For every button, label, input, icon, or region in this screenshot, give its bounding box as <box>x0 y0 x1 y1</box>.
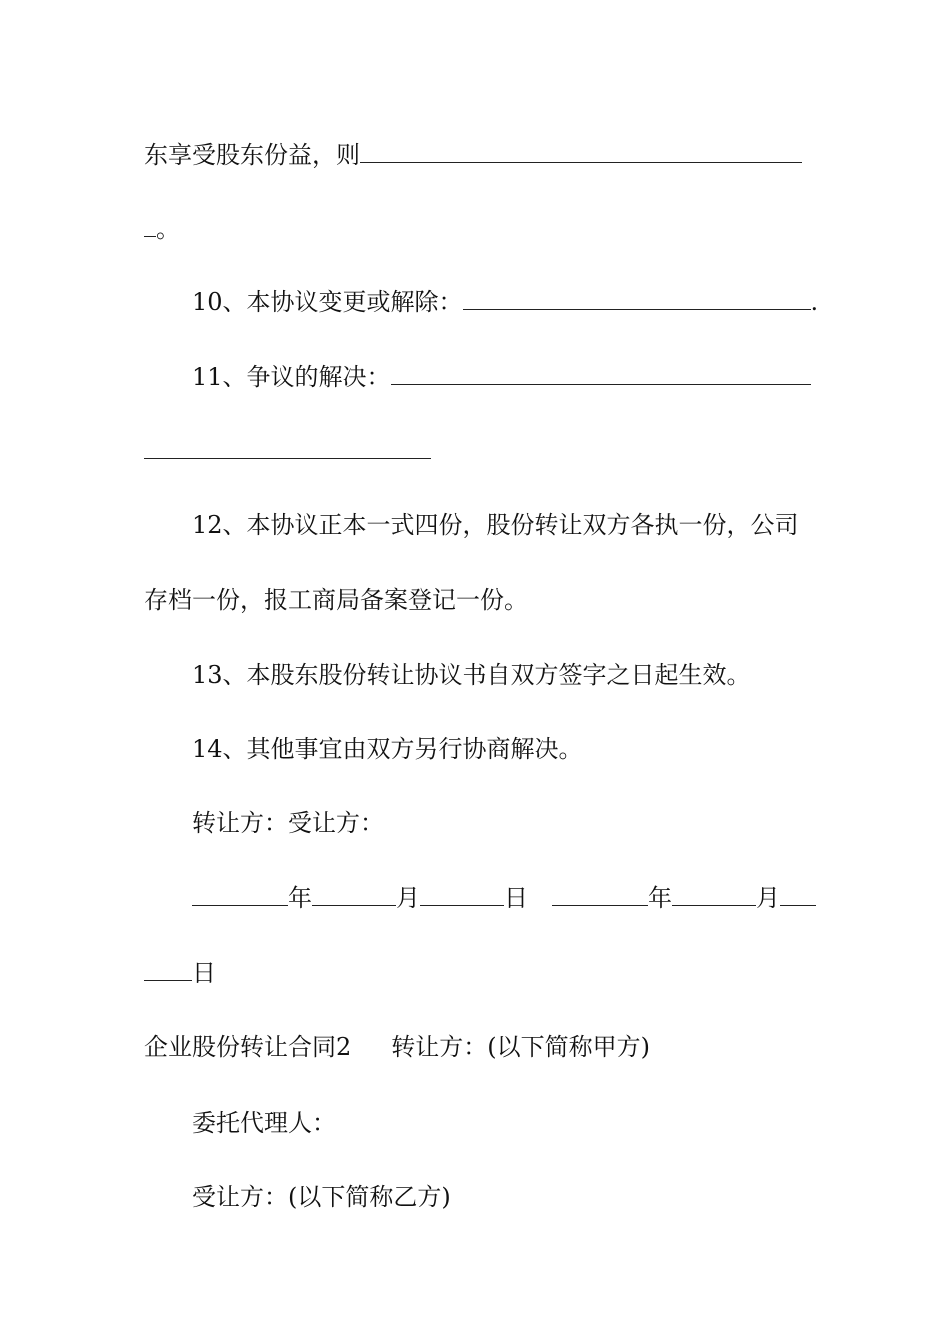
clause-9-continuation: 东享受股东份益，则 <box>144 141 360 169</box>
contract-title-line <box>144 1032 650 1062</box>
blank-month <box>312 887 396 906</box>
text-line-2 <box>144 214 180 244</box>
blank-field <box>463 291 811 310</box>
blank-field <box>144 218 156 237</box>
date-line <box>192 883 816 913</box>
text-line-7 <box>144 585 528 615</box>
agent-label: 委托代理人： <box>192 1109 336 1137</box>
day-label: 日 <box>192 959 216 987</box>
text-line-15 <box>192 1182 451 1212</box>
blank-year <box>552 887 648 906</box>
year-label: 年 <box>648 884 672 912</box>
text-line-8 <box>192 660 751 690</box>
blank-day <box>144 962 192 981</box>
clause-12-continuation: 存档一份，报工商局备案登记一份。 <box>144 586 528 614</box>
transferee-party: 受让方：(以下简称乙方) <box>192 1183 451 1211</box>
blank-month <box>672 887 756 906</box>
text-line-9 <box>192 734 583 764</box>
clause-10-end: . <box>810 288 819 316</box>
month-label: 月 <box>396 884 420 912</box>
signature-parties: 转让方：受让方： <box>192 809 384 837</box>
blank-year <box>192 887 288 906</box>
text-line-1 <box>144 140 802 170</box>
day-label: 日 <box>504 884 528 912</box>
text-line-4 <box>192 362 811 392</box>
clause-10: 10、本协议变更或解除： <box>192 288 463 316</box>
blank-line <box>144 458 431 459</box>
blank-day <box>780 887 816 906</box>
year-label: 年 <box>288 884 312 912</box>
period-mark: 。 <box>156 215 180 243</box>
text-line-3 <box>192 287 818 317</box>
contract-title: 企业股份转让合同2 <box>144 1033 352 1061</box>
blank-field <box>360 144 802 163</box>
blank-day <box>420 887 504 906</box>
transferor-party: 转让方：(以下简称甲方) <box>391 1033 651 1061</box>
date-line-continuation <box>144 958 216 988</box>
clause-14: 14、其他事宜由双方另行协商解决。 <box>192 735 583 763</box>
text-line-6 <box>192 510 799 540</box>
clause-13: 13、本股东股份转让协议书自双方签字之日起生效。 <box>192 661 751 689</box>
blank-field <box>391 366 811 385</box>
month-label: 月 <box>756 884 780 912</box>
text-line-14 <box>192 1108 336 1138</box>
clause-11: 11、争议的解决： <box>192 363 391 391</box>
clause-12: 12、本协议正本一式四份，股份转让双方各执一份，公司 <box>192 511 799 539</box>
text-line-10 <box>192 808 384 838</box>
